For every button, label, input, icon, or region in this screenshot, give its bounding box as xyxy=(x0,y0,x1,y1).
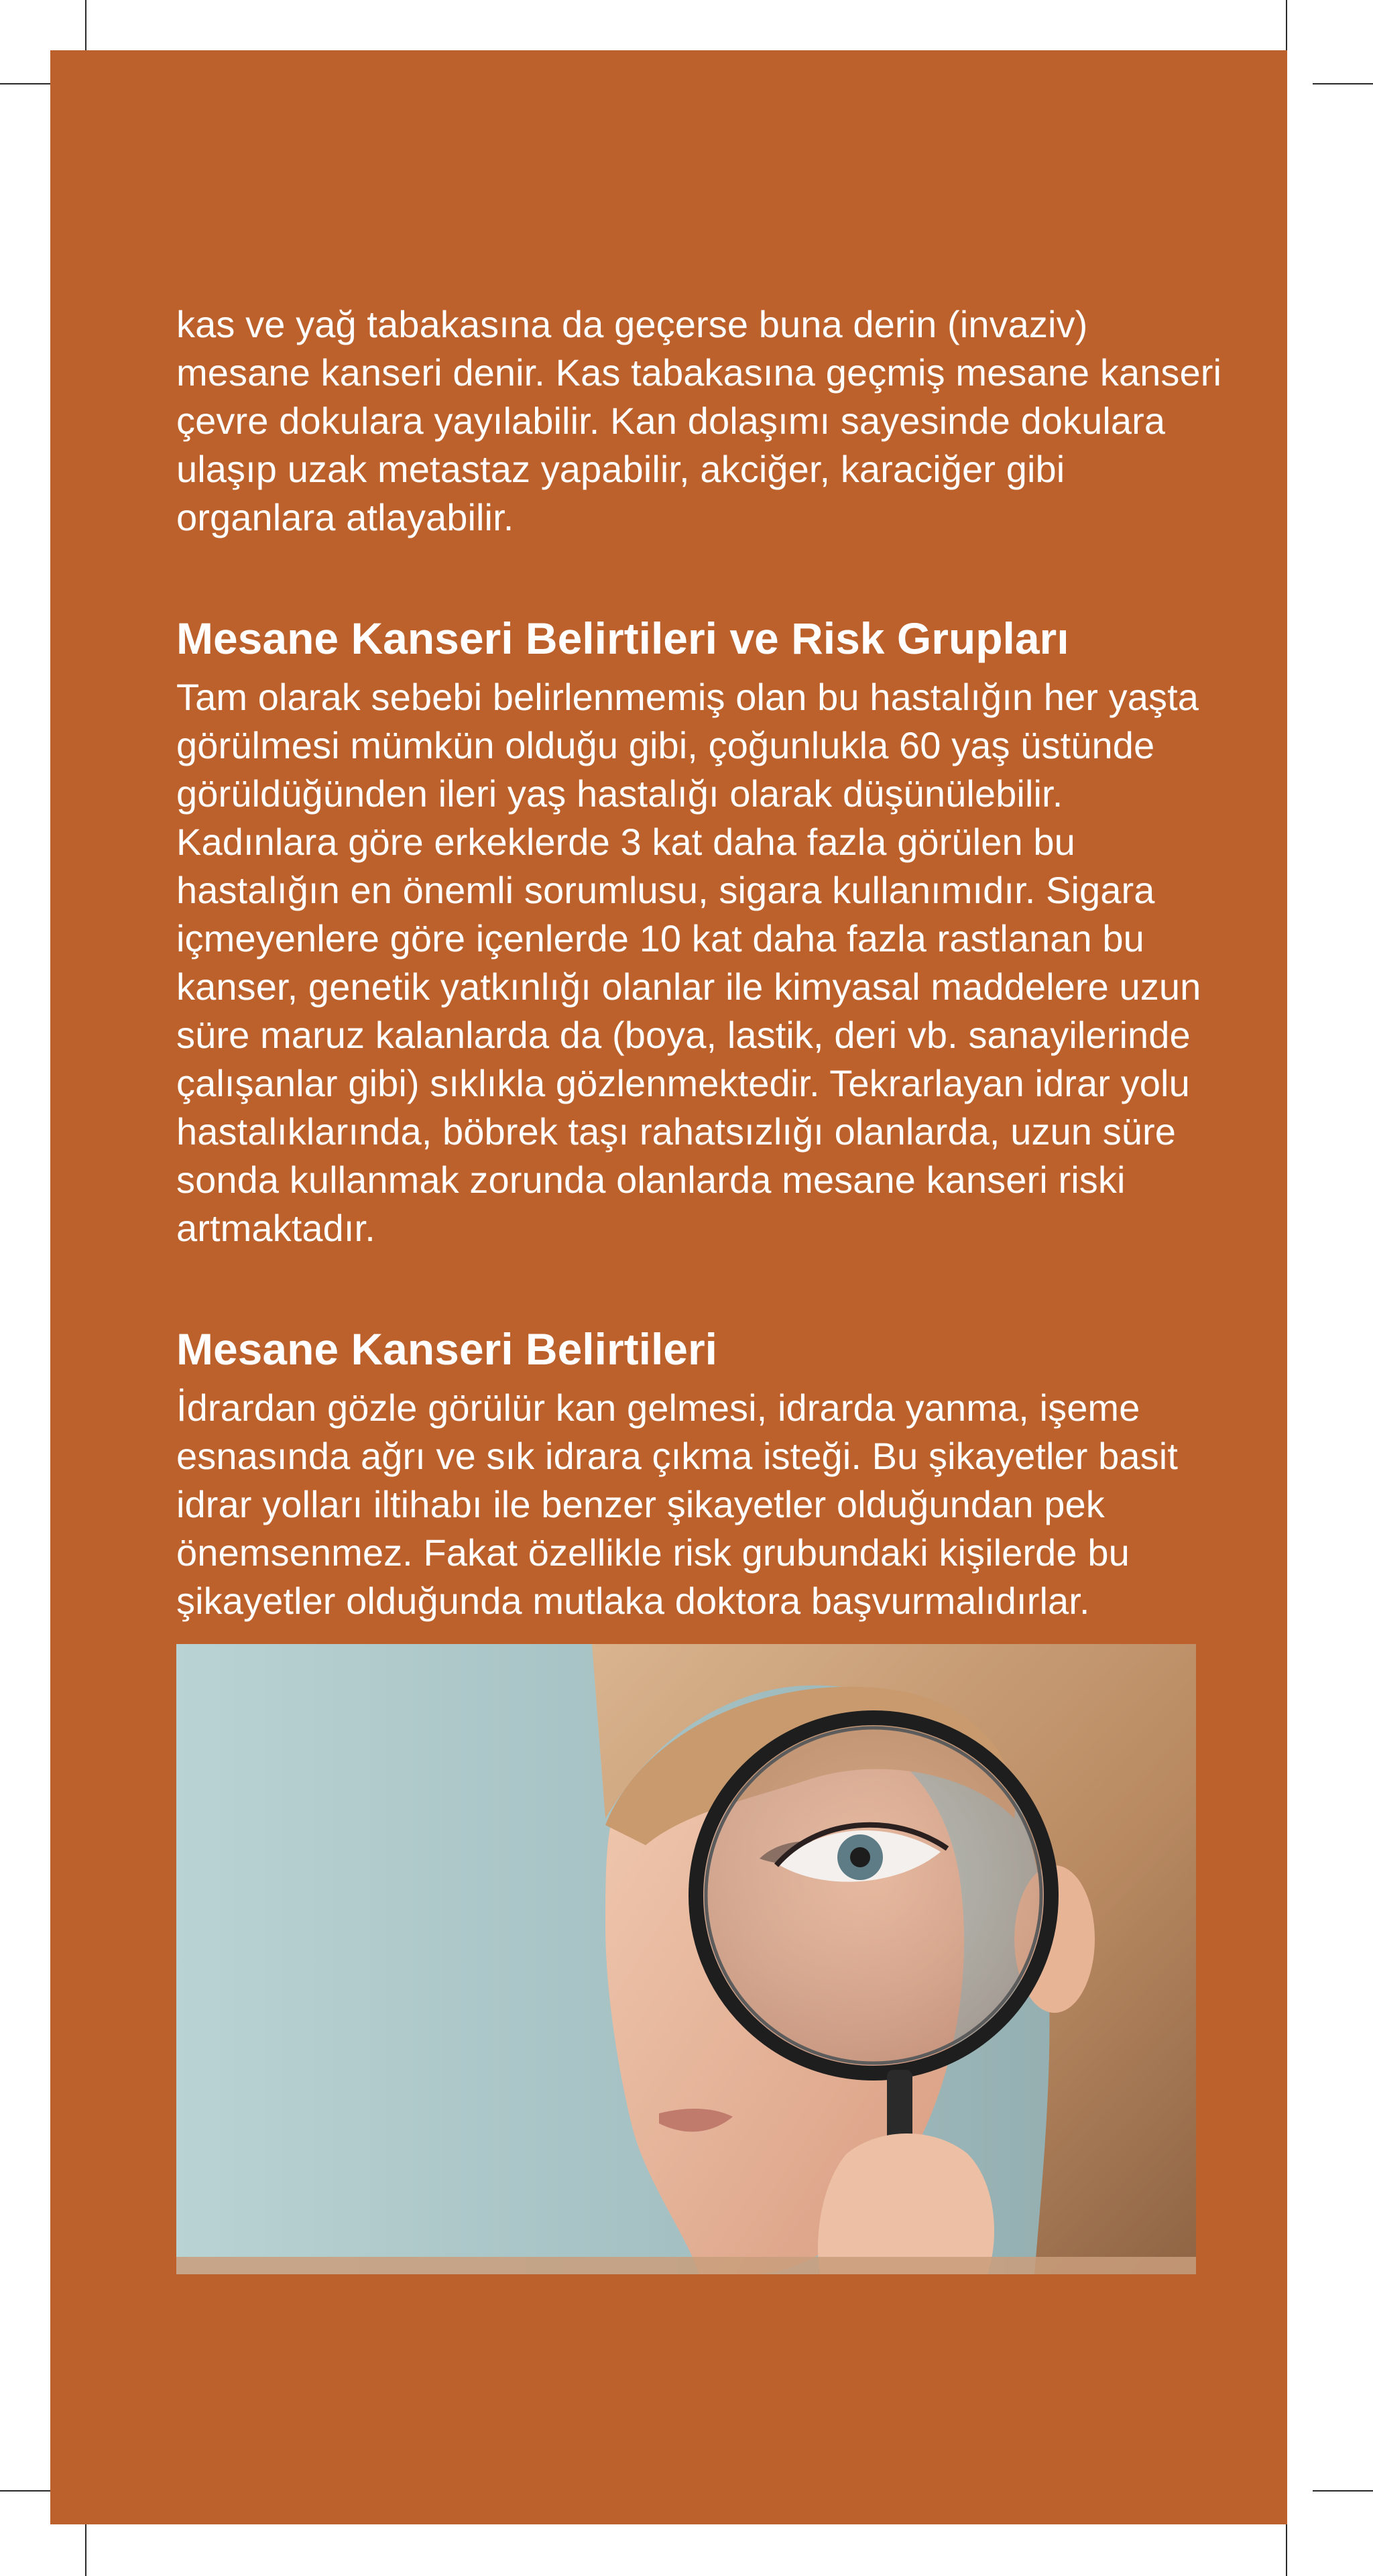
crop-mark xyxy=(1313,2490,1373,2492)
risk-groups-heading: Mesane Kanseri Belirtileri ve Risk Grupları xyxy=(176,613,1069,663)
woman-with-magnifying-glass-photo xyxy=(176,1644,1196,2274)
brochure-content xyxy=(176,300,1222,2274)
symptoms-heading: Mesane Kanseri Belirtileri xyxy=(176,1324,718,1374)
crop-mark xyxy=(1286,2516,1287,2576)
symptoms-paragraph: İdrardan gözle görülür kan gelmesi, idrarda yanma, işeme esnasında ağrı ve sık idrara çıkma isteği. Bu şikayetler basit idrar yolları iltihabı ile benzer şikayetler olduğundan pek önemsenmez. Fakat özellikle risk grubundaki kişilerde bu şikayetler olduğunda mutlaka doktora başvurmalıdırlar. xyxy=(176,1387,1178,1622)
risk-groups-paragraph: Tam olarak sebebi belirlenmemiş olan bu hastalığın her yaşta görülmesi mümkün olduğu gibi, çoğunlukla 60 yaş üstünde görüldüğünden ileri yaş hastalığı olarak düşünülebilir. Kadınlara göre erkeklerde 3 kat daha fazla görülen bu hastalığın en önemli sorumlusu, sigara kullanımıdır. Sigara içmeyenlere göre içenlerde 10 kat daha fazla rastlanan bu kanser, genetik yatkınlığı olanlar ile kimyasal maddelere uzun süre maruz kalanlarda da (boya, lastik, deri vb. sanayilerinde çalışanlar gibi) sıklıkla gözlenmektedir. Tekrarlayan idrar yolu hastalıklarında, böbrek taşı rahatsızlığı olanlarda, uzun süre sonda kullanmak zorunda olanlarda mesane kanseri riski artmaktadır. xyxy=(176,676,1201,1249)
crop-mark xyxy=(85,2516,86,2576)
intro-paragraph: kas ve yağ tabakasına da geçerse buna derin (invaziv) mesane kanseri denir. Kas tabakasına geçmiş mesane kanseri çevre dokulara yayılabilir. Kan dolaşımı sayesinde dokulara ulaşıp uzak metastaz yapabilir, akciğer, karaciğer gibi organlara atlayabilir. xyxy=(176,303,1222,538)
crop-mark xyxy=(1313,83,1373,84)
